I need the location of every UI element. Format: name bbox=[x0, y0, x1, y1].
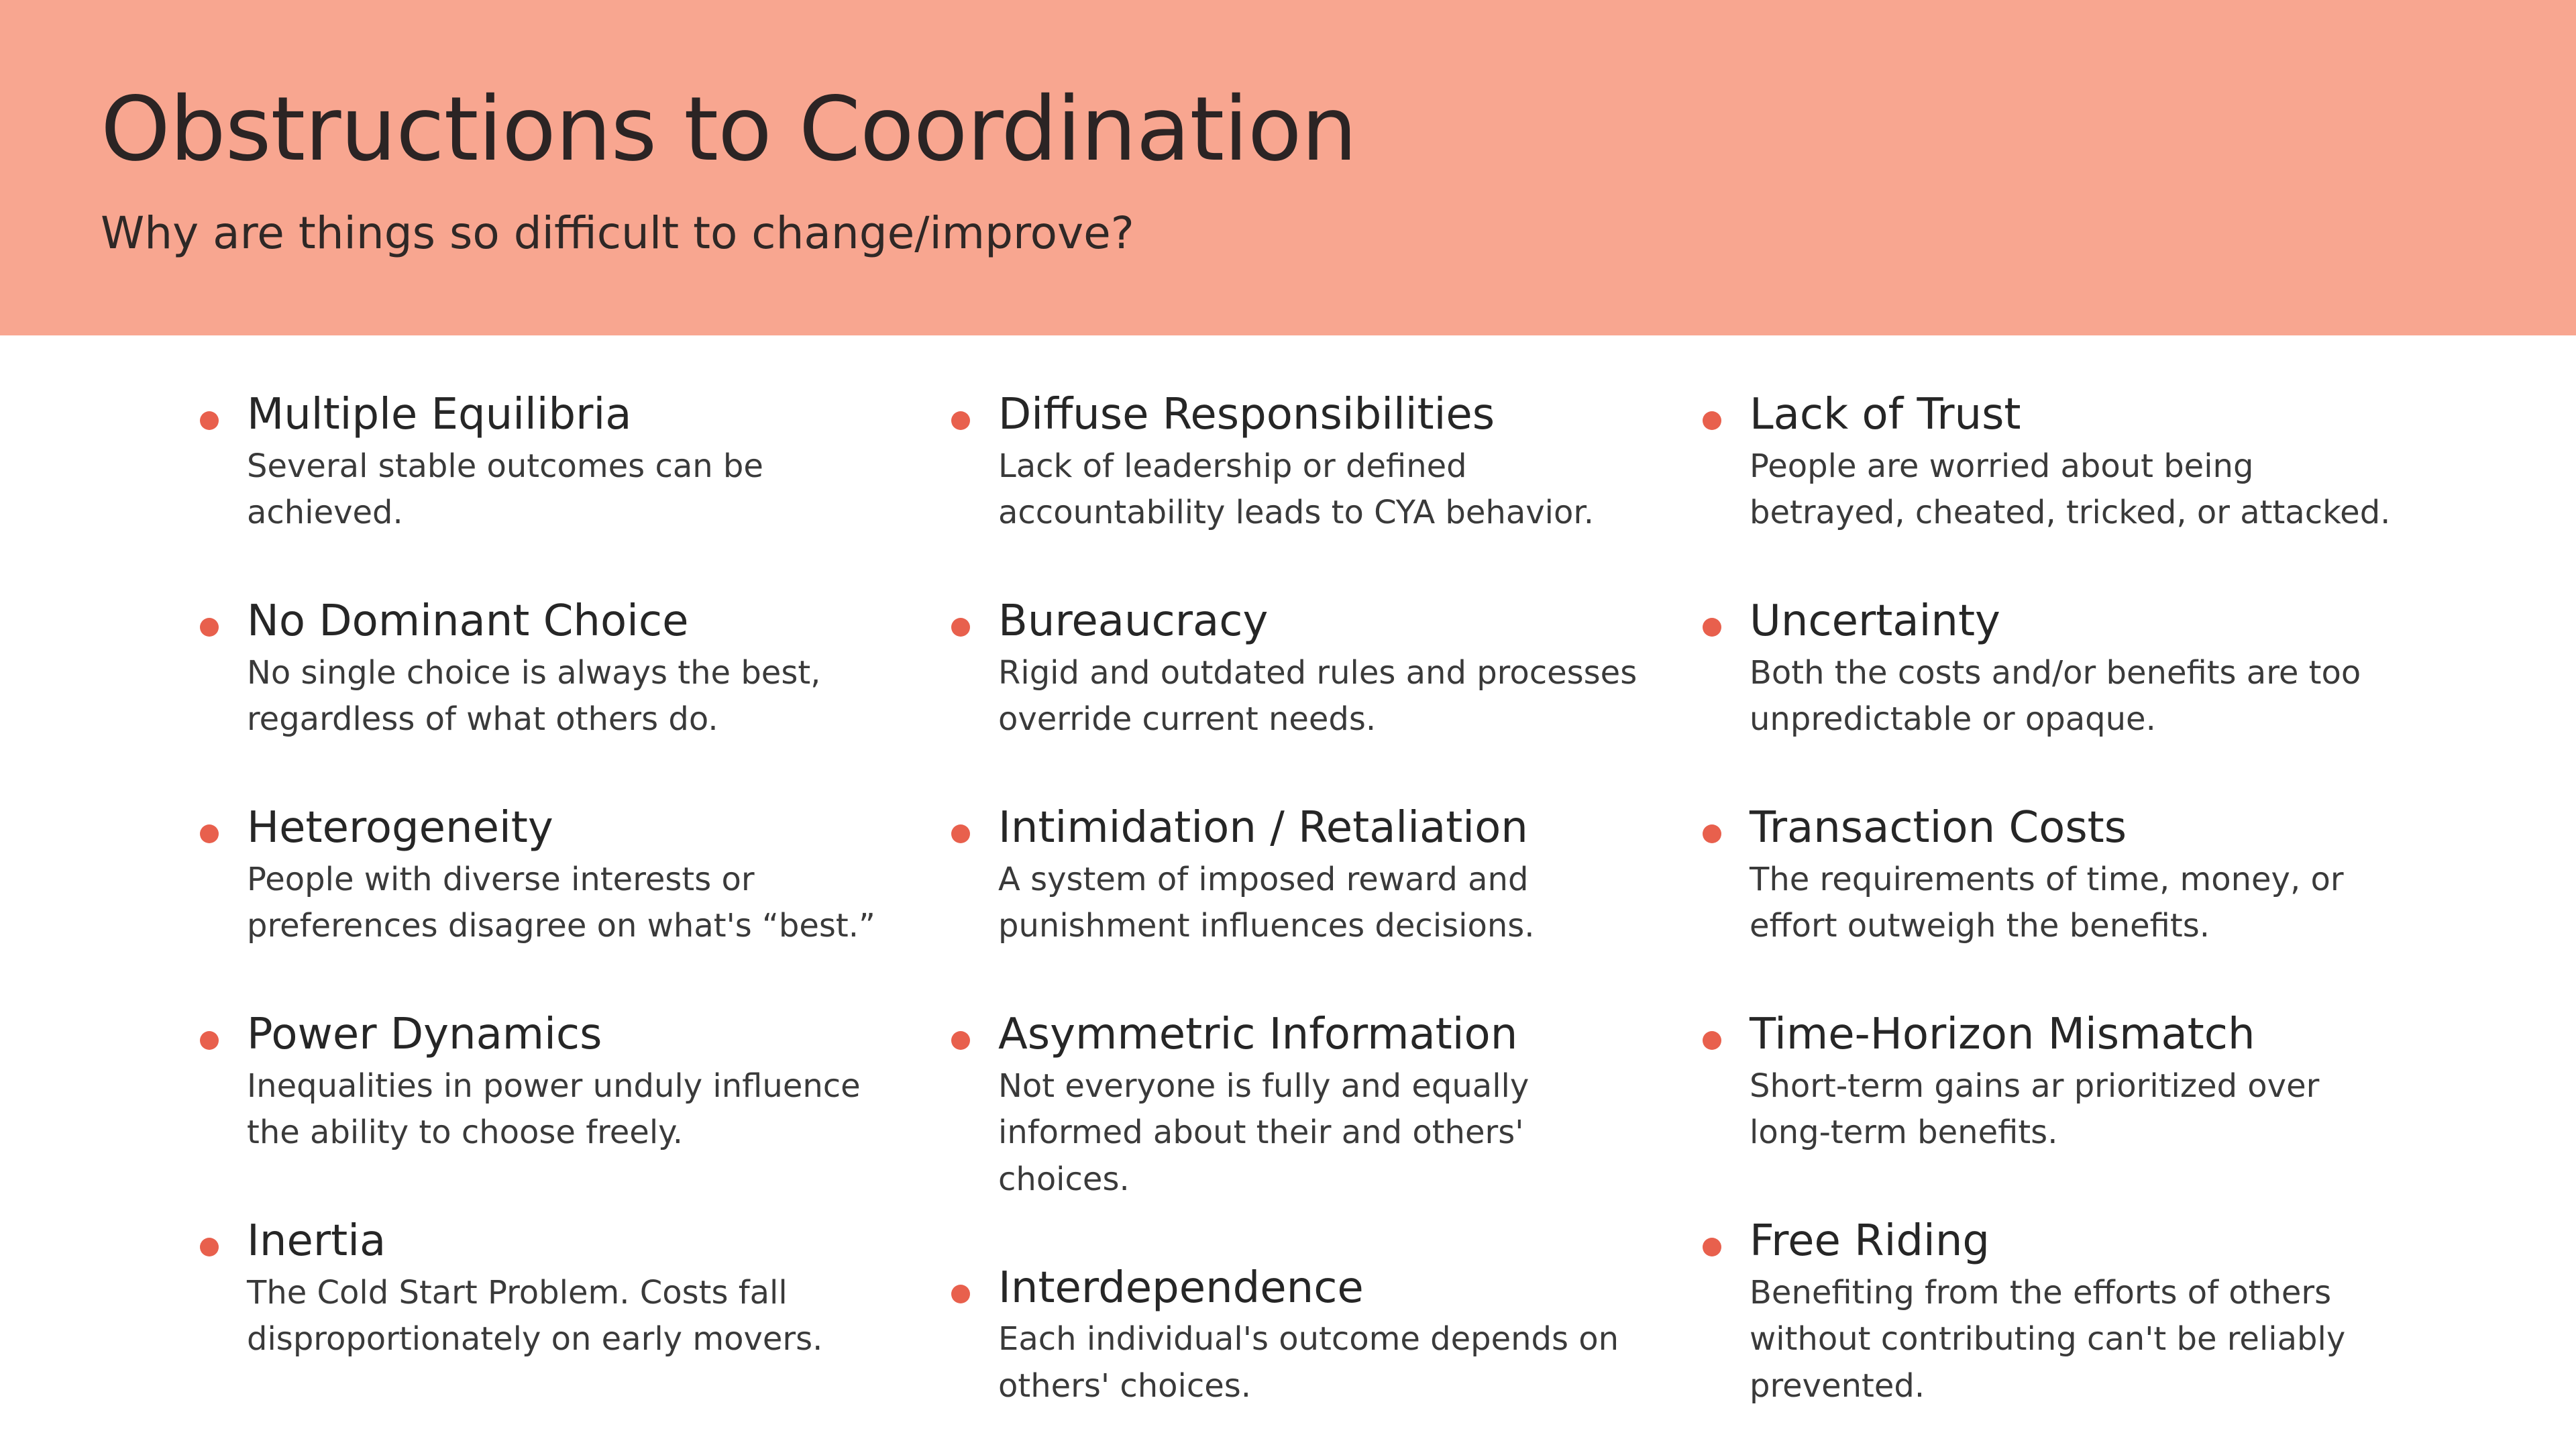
column-2 bbox=[946, 389, 1638, 1449]
list-item bbox=[946, 596, 1638, 743]
description-line: preferences disagree on what's “best.” bbox=[247, 907, 875, 945]
item-title: Power Dynamics bbox=[247, 1009, 602, 1059]
item-description bbox=[998, 650, 1638, 743]
column-1 bbox=[195, 389, 875, 1422]
page-title: Obstructions to Coordination bbox=[101, 78, 1357, 181]
description-line: accountability leads to CYA behavior. bbox=[998, 494, 1594, 532]
description-line: People with diverse interests or bbox=[247, 860, 755, 898]
bullet-dot-icon bbox=[200, 411, 219, 430]
list-item bbox=[195, 1216, 865, 1363]
description-line: others' choices. bbox=[998, 1366, 1252, 1405]
item-description bbox=[1750, 443, 2391, 537]
description-line: without contributing can't be reliably bbox=[1750, 1320, 2346, 1358]
description-line: The Cold Start Problem. Costs fall bbox=[247, 1273, 788, 1311]
bullet-dot-icon bbox=[1703, 618, 1721, 637]
description-line: Rigid and outdated rules and processes bbox=[998, 653, 1638, 692]
item-description bbox=[1750, 1063, 2368, 1157]
item-title: Interdependence bbox=[998, 1263, 1364, 1313]
bullet-dot-icon bbox=[951, 618, 970, 637]
list-item bbox=[195, 596, 865, 743]
description-line: Each individual's outcome depends on bbox=[998, 1320, 1619, 1358]
bullet-dot-icon bbox=[951, 1285, 970, 1303]
description-line: Several stable outcomes can be bbox=[247, 447, 763, 485]
item-description bbox=[1750, 857, 2368, 950]
item-title: No Dominant Choice bbox=[247, 596, 689, 646]
description-line: Lack of leadership or defined bbox=[998, 447, 1467, 485]
bullet-dot-icon bbox=[200, 618, 219, 637]
item-description bbox=[998, 1316, 1617, 1409]
item-description bbox=[998, 1063, 1617, 1203]
item-description bbox=[1750, 1270, 2368, 1410]
description-line: the ability to choose freely. bbox=[247, 1114, 683, 1152]
item-title: Multiple Equilibria bbox=[247, 390, 632, 439]
description-line: effort outweigh the benefits. bbox=[1750, 907, 2210, 945]
item-description bbox=[247, 443, 865, 537]
description-line: regardless of what others do. bbox=[247, 700, 718, 739]
description-line: Benefiting from the efforts of others bbox=[1750, 1273, 2332, 1311]
item-description bbox=[247, 1063, 865, 1157]
bullet-dot-icon bbox=[200, 1031, 219, 1050]
bullet-dot-icon bbox=[951, 1031, 970, 1050]
description-line: informed about their and others' bbox=[998, 1114, 1524, 1152]
item-title: Heterogeneity bbox=[247, 802, 553, 853]
list-item bbox=[195, 802, 875, 950]
description-line: People are worried about being bbox=[1750, 447, 2254, 485]
description-line: A system of imposed reward and bbox=[998, 860, 1529, 898]
item-description bbox=[247, 1270, 865, 1363]
bullet-dot-icon bbox=[200, 1238, 219, 1256]
description-line: long-term benefits. bbox=[1750, 1114, 2058, 1152]
item-description bbox=[1750, 650, 2368, 743]
item-title: Transaction Costs bbox=[1750, 802, 2127, 853]
bullet-dot-icon bbox=[951, 411, 970, 430]
list-item bbox=[1697, 389, 2391, 537]
description-line: punishment influences decisions. bbox=[998, 907, 1535, 945]
item-title: Asymmetric Information bbox=[998, 1009, 1518, 1059]
item-title: Lack of Trust bbox=[1750, 390, 2021, 439]
description-line: override current needs. bbox=[998, 700, 1377, 739]
item-description bbox=[247, 857, 875, 950]
description-line: unpredictable or opaque. bbox=[1750, 700, 2156, 739]
list-item bbox=[946, 1263, 1617, 1410]
description-line: No single choice is always the best, bbox=[247, 653, 821, 692]
description-line: The requirements of time, money, or bbox=[1750, 860, 2344, 898]
bullet-dot-icon bbox=[951, 824, 970, 843]
column-3 bbox=[1697, 389, 2391, 1449]
header-banner bbox=[0, 0, 2576, 335]
bullet-dot-icon bbox=[1703, 1031, 1721, 1050]
list-item bbox=[1697, 596, 2368, 743]
description-line: Short-term gains ar prioritized over bbox=[1750, 1067, 2320, 1105]
description-line: Not everyone is fully and equally bbox=[998, 1067, 1529, 1105]
list-item bbox=[1697, 1216, 2368, 1410]
item-title: Intimidation / Retaliation bbox=[998, 802, 1528, 853]
bullet-dot-icon bbox=[1703, 1238, 1721, 1256]
list-item bbox=[946, 1009, 1617, 1203]
bullet-dot-icon bbox=[1703, 824, 1721, 843]
item-title: Free Riding bbox=[1750, 1216, 1990, 1266]
item-description bbox=[998, 857, 1617, 950]
list-item bbox=[1697, 802, 2368, 950]
item-title: Inertia bbox=[247, 1216, 386, 1266]
item-description bbox=[247, 650, 865, 743]
bullet-dot-icon bbox=[1703, 411, 1721, 430]
item-description bbox=[998, 443, 1617, 537]
list-item bbox=[946, 389, 1617, 537]
item-title: Uncertainty bbox=[1750, 596, 2000, 646]
page-subtitle: Why are things so difficult to change/improve? bbox=[101, 207, 1134, 259]
description-line: betrayed, cheated, tricked, or attacked. bbox=[1750, 494, 2391, 532]
list-item bbox=[195, 1009, 865, 1157]
description-line: achieved. bbox=[247, 494, 403, 532]
description-line: Both the costs and/or benefits are too bbox=[1750, 653, 2361, 692]
item-title: Time-Horizon Mismatch bbox=[1750, 1009, 2255, 1059]
bullet-dot-icon bbox=[200, 824, 219, 843]
item-title: Bureaucracy bbox=[998, 596, 1269, 646]
item-title: Diffuse Responsibilities bbox=[998, 390, 1495, 439]
list-item bbox=[1697, 1009, 2368, 1157]
list-item bbox=[195, 389, 865, 537]
list-item bbox=[946, 802, 1617, 950]
description-line: prevented. bbox=[1750, 1366, 1925, 1405]
description-line: disproportionately on early movers. bbox=[247, 1320, 823, 1358]
description-line: choices. bbox=[998, 1160, 1130, 1198]
description-line: Inequalities in power unduly influence bbox=[247, 1067, 861, 1105]
